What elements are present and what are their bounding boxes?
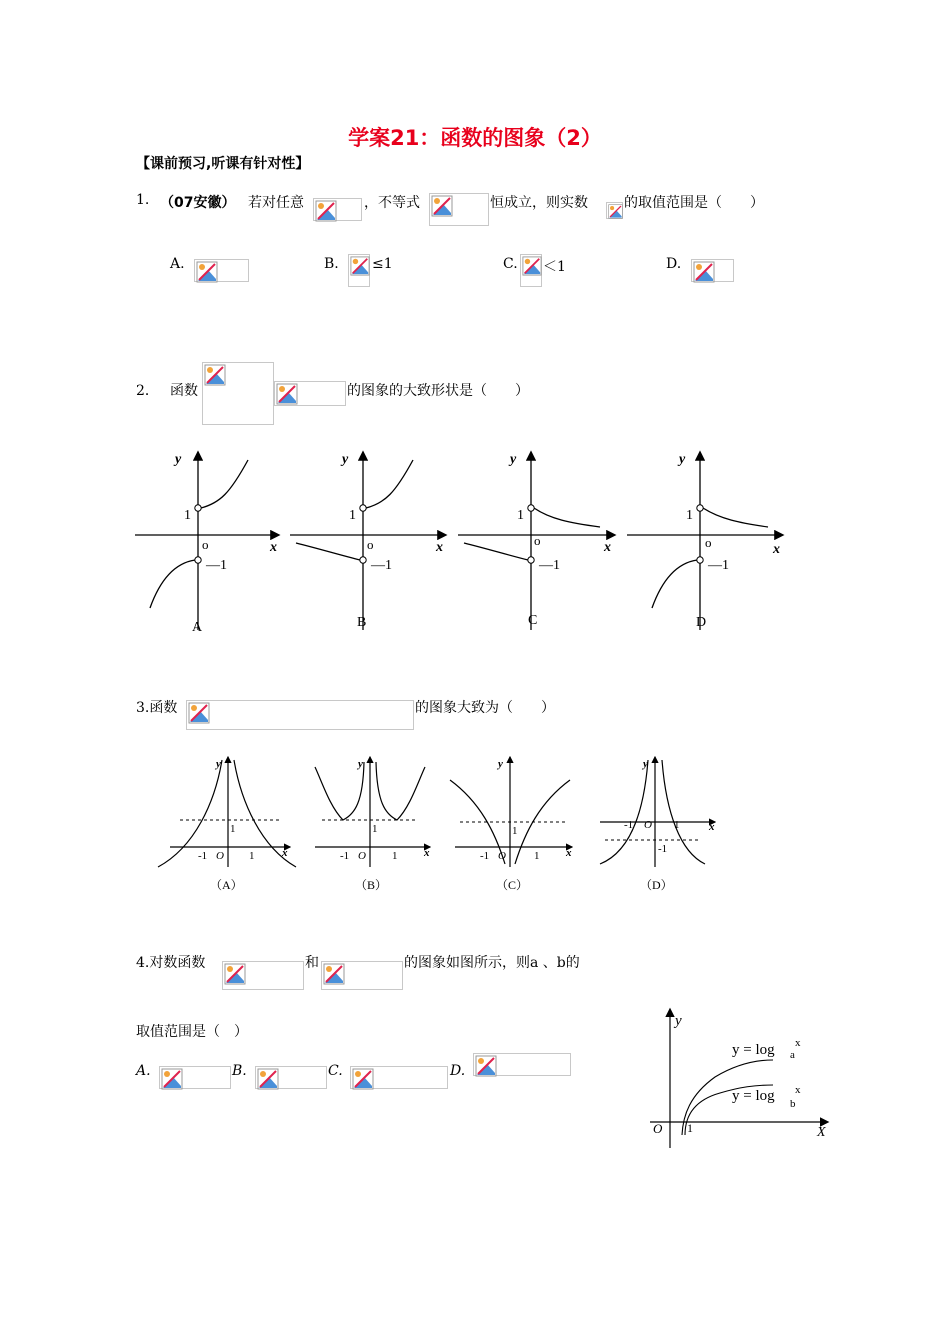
q3-text-a: 3.函数 xyxy=(136,700,178,716)
q3-d-tick-pos: 1 xyxy=(674,819,680,831)
q2-label-a: A xyxy=(192,620,203,635)
q4-log-graph xyxy=(645,1005,840,1155)
q2-b-tick-pos: 1 xyxy=(349,508,356,523)
q3-d-tick-minus: -1 xyxy=(658,843,668,855)
q4-curve-b-base: b xyxy=(790,1098,796,1110)
q3-c-origin: O xyxy=(498,850,506,862)
broken-image-icon xyxy=(202,362,274,425)
q2-number: 2． xyxy=(136,383,159,399)
broken-image-icon xyxy=(159,1066,231,1089)
q2-b-axis-x: x xyxy=(436,540,443,555)
q1-number: 1. xyxy=(136,192,150,208)
broken-image-icon xyxy=(473,1053,571,1076)
q2-a-tick-pos: 1 xyxy=(184,508,191,523)
q3-label-d: （D） xyxy=(640,878,673,892)
broken-image-icon xyxy=(313,198,362,221)
section-header: 【课前预习,听课有针对性】 xyxy=(136,156,310,172)
q4-curve-b-arg: x xyxy=(795,1084,801,1096)
q2-graphs xyxy=(130,445,810,635)
q1-text-a: 若对任意 xyxy=(248,195,304,211)
q3-graph-a xyxy=(158,757,296,867)
q2-b-axis-y: y xyxy=(342,452,349,467)
q2-c-tick-pos: 1 xyxy=(517,508,524,523)
broken-image-icon xyxy=(321,961,403,990)
q3-graph-b xyxy=(315,757,430,867)
q3-b-axis-y: y xyxy=(358,758,363,770)
q3-a-tick-one: 1 xyxy=(230,823,236,835)
q4-curve-a-arg: x xyxy=(795,1037,801,1049)
q2-c-tick-neg: —1 xyxy=(539,558,560,573)
q3-a-tick-neg: -1 xyxy=(198,850,208,862)
broken-image-icon xyxy=(350,1066,448,1089)
q4-axis-y: y xyxy=(675,1013,682,1029)
q2-a-axis-y: y xyxy=(175,452,182,467)
q3-b-tick-neg: -1 xyxy=(340,850,350,862)
q4-option-c: C. xyxy=(328,1063,343,1079)
q4-curve-a-prefix: y = log xyxy=(732,1042,775,1058)
q2-d-tick-neg: —1 xyxy=(708,558,729,573)
q1-text-c: 恒成立，则实数 xyxy=(490,195,588,211)
q1-option-a: A. xyxy=(170,256,185,272)
q1-source: （07安徽） xyxy=(160,195,236,211)
q4-curve-a-base: a xyxy=(790,1049,795,1061)
q3-c-tick-one: 1 xyxy=(512,825,518,837)
broken-image-icon xyxy=(520,254,542,287)
q2-a-axis-x: x xyxy=(270,540,277,555)
q1-option-b-suffix: ≤1 xyxy=(372,256,393,272)
q2-c-axis-x: x xyxy=(604,540,611,555)
q3-c-tick-pos: 1 xyxy=(534,850,540,862)
page-title: 学案21：函数的图象（2） xyxy=(348,126,602,150)
q3-c-tick-neg: -1 xyxy=(480,850,490,862)
q3-graph-c xyxy=(450,757,572,867)
q3-d-tick-neg: -1 xyxy=(624,819,634,831)
q3-a-tick-pos: 1 xyxy=(249,850,255,862)
q3-a-axis-y: y xyxy=(216,758,221,770)
q2-label-b: B xyxy=(357,615,367,630)
q3-b-origin: O xyxy=(358,850,366,862)
q4-curve-b-prefix: y = log xyxy=(732,1088,775,1104)
q3-label-a: （A） xyxy=(210,878,243,892)
q2-a-origin: o xyxy=(202,537,209,552)
q4-option-a: A. xyxy=(136,1063,151,1079)
broken-image-icon xyxy=(222,961,304,990)
q2-a-tick-neg: —1 xyxy=(206,558,227,573)
q2-d-tick-pos: 1 xyxy=(686,508,693,523)
q2-d-origin: o xyxy=(705,535,712,550)
q4-option-d: D. xyxy=(450,1063,466,1079)
q1-text-b: ，不等式 xyxy=(364,195,420,211)
q2-c-origin: o xyxy=(534,533,541,548)
broken-image-icon xyxy=(691,259,734,282)
q3-graphs xyxy=(150,752,730,897)
q2-text-a: 函数 xyxy=(170,383,198,399)
q2-d-axis-y: y xyxy=(679,452,686,467)
q4-text-b: 和 xyxy=(305,955,319,971)
broken-image-icon xyxy=(186,700,414,730)
q3-a-axis-x: x xyxy=(282,847,288,859)
q4-text-a: 4.对数函数 xyxy=(136,955,206,971)
q4-text-c: 的图象如图所示，则a 、b的 xyxy=(404,955,580,971)
q2-d-axis-x: x xyxy=(773,542,780,557)
broken-image-icon xyxy=(255,1066,327,1089)
q3-text-b: 的图象大致为（ ） xyxy=(415,700,555,716)
q2-c-axis-y: y xyxy=(510,452,517,467)
q3-b-tick-one: 1 xyxy=(372,823,378,835)
q4-text-d: 取值范围是（ ） xyxy=(136,1024,248,1040)
q2-b-origin: o xyxy=(367,537,374,552)
q4-origin: O xyxy=(653,1121,663,1136)
q3-c-axis-x: x xyxy=(566,847,572,859)
broken-image-icon xyxy=(429,193,489,226)
q1-option-c: C. xyxy=(503,256,518,272)
q1-option-c-suffix: ＜1 xyxy=(543,259,566,275)
q3-b-tick-pos: 1 xyxy=(392,850,398,862)
broken-image-icon xyxy=(194,259,249,282)
q3-b-axis-x: x xyxy=(424,847,430,859)
q4-axis-x: X xyxy=(817,1125,826,1140)
q2-label-d: D xyxy=(696,615,707,630)
broken-image-icon xyxy=(274,381,346,406)
q3-d-origin: O xyxy=(644,819,652,831)
broken-image-icon xyxy=(348,254,370,287)
q1-option-d: D. xyxy=(666,256,682,272)
q2-label-c: C xyxy=(528,613,538,628)
q2-b-tick-neg: —1 xyxy=(371,558,392,573)
q1-option-b: B. xyxy=(324,256,339,272)
q2-text-b: 的图象的大致形状是（ ） xyxy=(347,383,529,399)
q3-c-axis-y: y xyxy=(498,758,503,770)
q4-option-b: B. xyxy=(232,1063,247,1079)
q3-d-axis-y: y xyxy=(643,758,648,770)
q3-label-c: （C） xyxy=(496,878,529,892)
broken-image-icon xyxy=(606,202,623,219)
q3-d-axis-x: x xyxy=(709,821,715,833)
q1-text-d: 的取值范围是（ ） xyxy=(624,195,764,211)
q3-label-b: （B） xyxy=(355,878,388,892)
q4-tick-one: 1 xyxy=(687,1121,693,1135)
q3-a-origin: O xyxy=(216,850,224,862)
